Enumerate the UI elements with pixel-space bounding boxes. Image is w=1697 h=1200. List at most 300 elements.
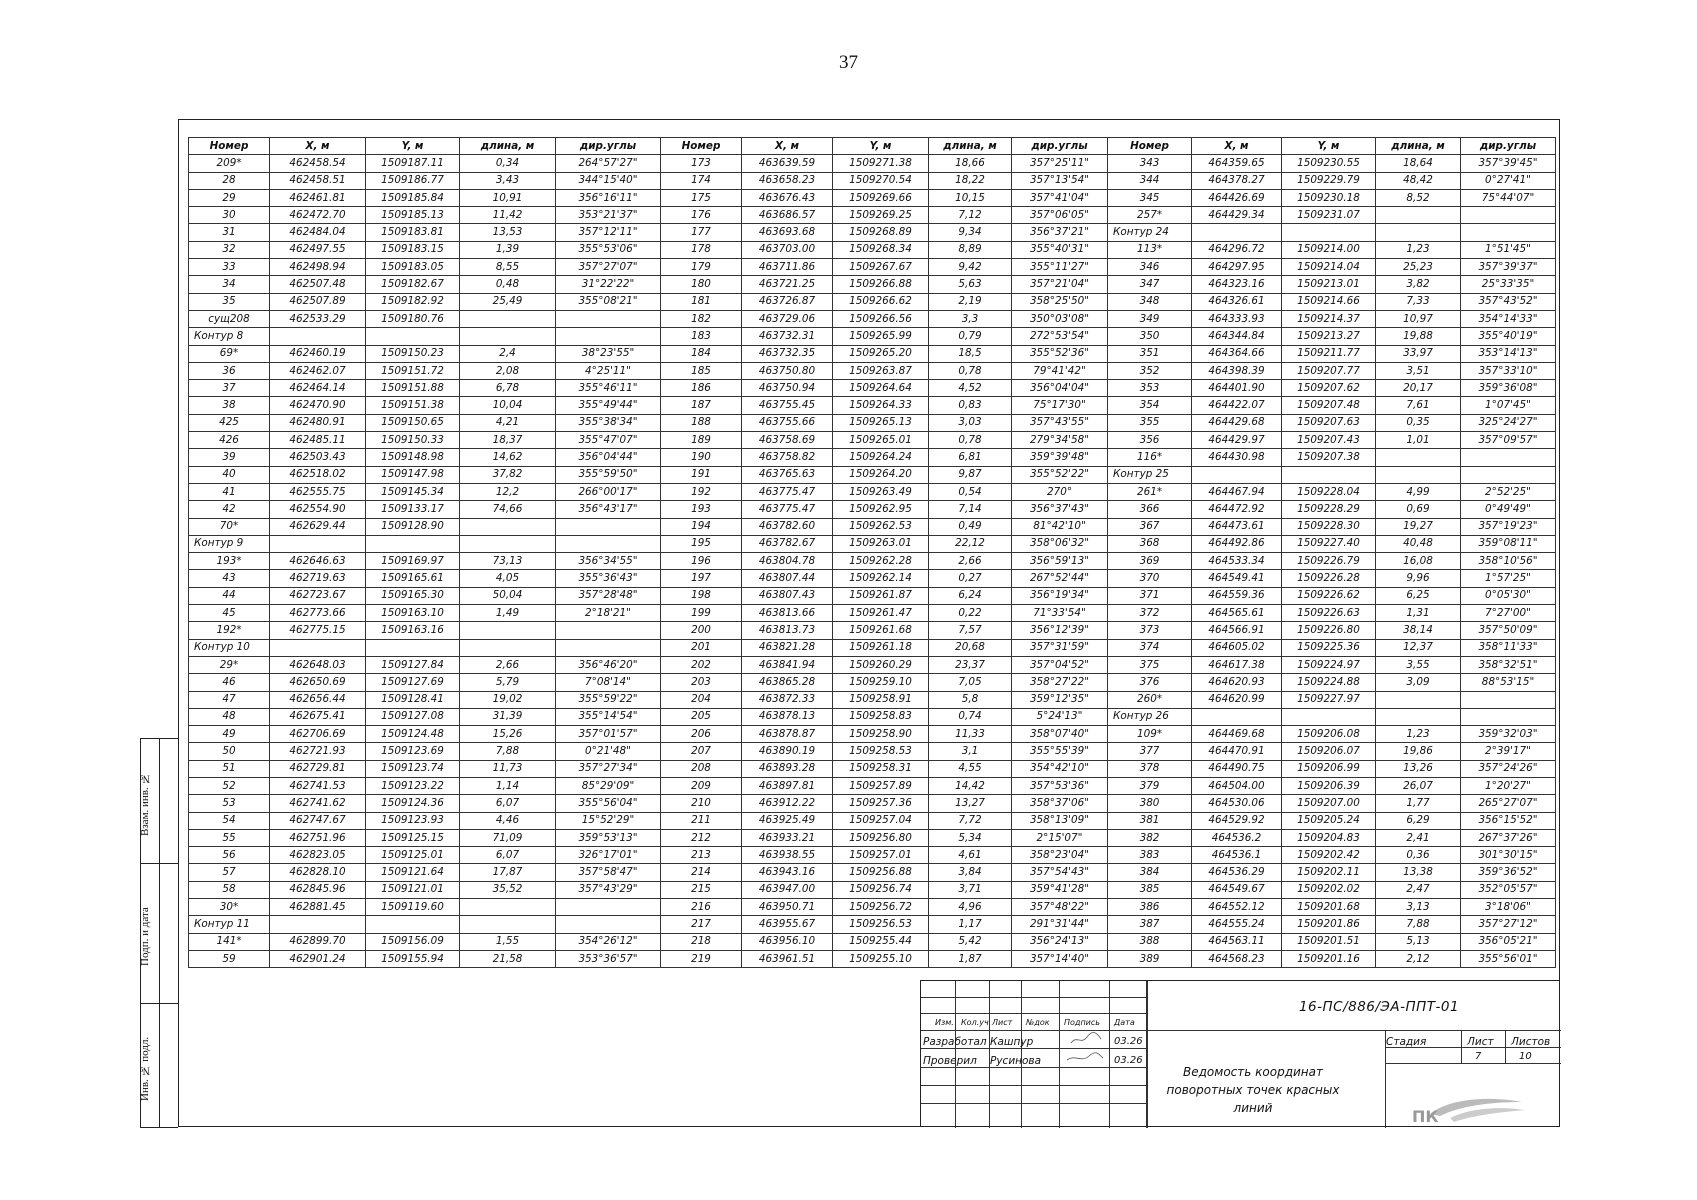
tb-sheet-number: 7 (1475, 1051, 1482, 1062)
point-number-cell: 385 (1108, 881, 1192, 898)
y-coordinate-cell: 1509165.30 (366, 587, 460, 604)
y-coordinate-cell: 1509211.77 (1282, 345, 1376, 362)
bearing-cell: 359°39'48" (1012, 449, 1108, 466)
y-coordinate-cell: 1509266.56 (833, 310, 929, 327)
table-row (189, 933, 1556, 950)
contour-label: Контур 11 (189, 916, 270, 933)
bearing-cell: 355°52'36" (1012, 345, 1108, 362)
x-coordinate-cell: 464559.36 (1192, 587, 1282, 604)
x-coordinate-cell: 464492.86 (1192, 535, 1282, 552)
length-cell: 3,84 (929, 864, 1012, 881)
table-row (189, 449, 1556, 466)
point-number-cell: 215 (661, 881, 742, 898)
x-coordinate-cell: 463807.43 (742, 587, 833, 604)
point-number-cell: 202 (661, 656, 742, 673)
x-coordinate-cell: 463732.31 (742, 328, 833, 345)
y-coordinate-cell: 1509127.84 (366, 656, 460, 673)
y-coordinate-cell: 1509261.68 (833, 622, 929, 639)
length-cell: 3,3 (929, 310, 1012, 327)
y-coordinate-cell: 1509127.69 (366, 674, 460, 691)
x-coordinate-cell: 462507.89 (270, 293, 366, 310)
point-number-cell: 199 (661, 605, 742, 622)
x-coordinate-cell: 462470.90 (270, 397, 366, 414)
bearing-cell: 355°59'50" (556, 466, 661, 483)
point-number-cell: 175 (661, 189, 742, 206)
column-header: X, м (270, 138, 366, 155)
table-cell (1282, 466, 1376, 483)
y-coordinate-cell: 1509155.94 (366, 950, 460, 967)
title-block-divider (1146, 981, 1148, 1128)
length-cell: 13,27 (929, 795, 1012, 812)
bearing-cell: 358°23'04" (1012, 847, 1108, 864)
x-coordinate-cell: 463933.21 (742, 829, 833, 846)
y-coordinate-cell: 1509124.48 (366, 726, 460, 743)
length-cell: 19,88 (1376, 328, 1461, 345)
length-cell: 21,58 (460, 950, 556, 967)
length-cell: 2,66 (929, 553, 1012, 570)
x-coordinate-cell: 464566.91 (1192, 622, 1282, 639)
table-row (189, 189, 1556, 206)
x-coordinate-cell: 462458.51 (270, 172, 366, 189)
x-coordinate-cell: 463950.71 (742, 899, 833, 916)
tb-name-developer: Кашпур (990, 1036, 1034, 1048)
length-cell: 4,46 (460, 812, 556, 829)
x-coordinate-cell: 463758.69 (742, 432, 833, 449)
length-cell: 22,12 (929, 535, 1012, 552)
length-cell: 4,55 (929, 760, 1012, 777)
table-row (189, 501, 1556, 518)
bearing-cell: 2°52'25" (1461, 483, 1556, 500)
bearing-cell: 359°08'11" (1461, 535, 1556, 552)
length-cell: 1,31 (1376, 605, 1461, 622)
point-number-cell: 381 (1108, 812, 1192, 829)
y-coordinate-cell: 1509268.34 (833, 241, 929, 258)
table-cell (270, 639, 366, 656)
point-number-cell: 387 (1108, 916, 1192, 933)
y-coordinate-cell: 1509182.92 (366, 293, 460, 310)
point-number-cell: 50 (189, 743, 270, 760)
y-coordinate-cell: 1509202.11 (1282, 864, 1376, 881)
y-coordinate-cell: 1509207.63 (1282, 414, 1376, 431)
table-cell (270, 916, 366, 933)
tb-col-list: Лист (992, 1018, 1013, 1027)
length-cell: 13,38 (1376, 864, 1461, 881)
coordinates-table (188, 137, 1556, 968)
title-block-line (1059, 981, 1060, 1128)
bearing-cell: 356°04'44" (556, 449, 661, 466)
length-cell: 0,49 (929, 518, 1012, 535)
length-cell: 10,15 (929, 189, 1012, 206)
point-number-cell: 214 (661, 864, 742, 881)
y-coordinate-cell: 1509255.44 (833, 933, 929, 950)
x-coordinate-cell: 462458.54 (270, 155, 366, 172)
column-header: Y, м (366, 138, 460, 155)
y-coordinate-cell: 1509180.76 (366, 310, 460, 327)
length-cell: 8,52 (1376, 189, 1461, 206)
y-coordinate-cell: 1509263.87 (833, 362, 929, 379)
y-coordinate-cell: 1509257.36 (833, 795, 929, 812)
bearing-cell: 356°43'17" (556, 501, 661, 518)
bearing-cell: 356°37'43" (1012, 501, 1108, 518)
bearing-cell: 31°22'22" (556, 276, 661, 293)
point-number-cell: 177 (661, 224, 742, 241)
point-number-cell: 377 (1108, 743, 1192, 760)
tb-col-izm: Изм. (935, 1018, 954, 1027)
column-header: Y, м (1282, 138, 1376, 155)
x-coordinate-cell: 463721.25 (742, 276, 833, 293)
x-coordinate-cell: 464490.75 (1192, 760, 1282, 777)
tb-sheets-label: Листов (1511, 1036, 1551, 1048)
length-cell: 5,34 (929, 829, 1012, 846)
point-number-cell: 36 (189, 362, 270, 379)
x-coordinate-cell: 464296.72 (1192, 241, 1282, 258)
point-number-cell: 34 (189, 276, 270, 293)
length-cell: 7,14 (929, 501, 1012, 518)
bearing-cell (1461, 449, 1556, 466)
table-row (189, 916, 1556, 933)
point-number-cell: 425 (189, 414, 270, 431)
y-coordinate-cell: 1509186.77 (366, 172, 460, 189)
length-cell: 1,55 (460, 933, 556, 950)
bearing-cell: 270° (1012, 483, 1108, 500)
point-number-cell: 349 (1108, 310, 1192, 327)
bearing-cell: 355°56'04" (556, 795, 661, 812)
x-coordinate-cell: 463912.22 (742, 795, 833, 812)
length-cell: 33,97 (1376, 345, 1461, 362)
point-number-cell: 32 (189, 241, 270, 258)
bearing-cell: 1°07'45" (1461, 397, 1556, 414)
x-coordinate-cell: 462721.93 (270, 743, 366, 760)
y-coordinate-cell: 1509226.63 (1282, 605, 1376, 622)
bearing-cell: 357°53'36" (1012, 777, 1108, 794)
length-cell: 0,35 (1376, 414, 1461, 431)
length-cell: 2,08 (460, 362, 556, 379)
table-row (189, 674, 1556, 691)
point-number-cell: 426 (189, 432, 270, 449)
y-coordinate-cell: 1509263.01 (833, 535, 929, 552)
x-coordinate-cell: 462675.41 (270, 708, 366, 725)
x-coordinate-cell: 462484.04 (270, 224, 366, 241)
length-cell: 0,78 (929, 432, 1012, 449)
point-number-cell: 260* (1108, 691, 1192, 708)
x-coordinate-cell: 464333.93 (1192, 310, 1282, 327)
point-number-cell: 371 (1108, 587, 1192, 604)
x-coordinate-cell: 462485.11 (270, 432, 366, 449)
bearing-cell: 356°37'21" (1012, 224, 1108, 241)
y-coordinate-cell: 1509226.79 (1282, 553, 1376, 570)
bearing-cell: 301°30'15" (1461, 847, 1556, 864)
y-coordinate-cell: 1509214.66 (1282, 293, 1376, 310)
point-number-cell: 217 (661, 916, 742, 933)
table-row (189, 691, 1556, 708)
length-cell: 8,89 (929, 241, 1012, 258)
bearing-cell: 1°20'27" (1461, 777, 1556, 794)
point-number-cell: 386 (1108, 899, 1192, 916)
tb-col-podpis: Подпись (1064, 1018, 1100, 1027)
bearing-cell: 0°21'48" (556, 743, 661, 760)
length-cell: 0,34 (460, 155, 556, 172)
table-cell (1376, 466, 1461, 483)
length-cell: 11,73 (460, 760, 556, 777)
bearing-cell: 7°27'00" (1461, 605, 1556, 622)
y-coordinate-cell: 1509224.88 (1282, 674, 1376, 691)
bearing-cell: 354°26'12" (556, 933, 661, 950)
x-coordinate-cell: 464536.1 (1192, 847, 1282, 864)
column-header: X, м (1192, 138, 1282, 155)
x-coordinate-cell: 462719.63 (270, 570, 366, 587)
bearing-cell: 358°06'32" (1012, 535, 1108, 552)
y-coordinate-cell: 1509230.55 (1282, 155, 1376, 172)
point-number-cell: 46 (189, 674, 270, 691)
table-cell (366, 639, 460, 656)
bearing-cell: 7°08'14" (556, 674, 661, 691)
y-coordinate-cell: 1509169.97 (366, 553, 460, 570)
y-coordinate-cell: 1509201.51 (1282, 933, 1376, 950)
y-coordinate-cell: 1509123.93 (366, 812, 460, 829)
x-coordinate-cell: 464529.92 (1192, 812, 1282, 829)
table-row (189, 639, 1556, 656)
length-cell: 9,87 (929, 466, 1012, 483)
table-row (189, 950, 1556, 967)
bearing-cell: 356°19'34" (1012, 587, 1108, 604)
table-row (189, 432, 1556, 449)
point-number-cell: 191 (661, 466, 742, 483)
bearing-cell: 71°33'54" (1012, 605, 1108, 622)
column-header: Номер (1108, 138, 1192, 155)
column-header: дир.углы (1012, 138, 1108, 155)
bearing-cell: 357°43'55" (1012, 414, 1108, 431)
bearing-cell: 357°24'26" (1461, 760, 1556, 777)
bearing-cell: 356°59'13" (1012, 553, 1108, 570)
point-number-cell: 346 (1108, 259, 1192, 276)
x-coordinate-cell: 464297.95 (1192, 259, 1282, 276)
y-coordinate-cell: 1509260.29 (833, 656, 929, 673)
x-coordinate-cell: 464530.06 (1192, 795, 1282, 812)
length-cell: 2,47 (1376, 881, 1461, 898)
length-cell: 2,66 (460, 656, 556, 673)
point-number-cell: 39 (189, 449, 270, 466)
point-number-cell: 109* (1108, 726, 1192, 743)
contour-label: Контур 26 (1108, 708, 1192, 725)
x-coordinate-cell: 462498.94 (270, 259, 366, 276)
point-number-cell: 29 (189, 189, 270, 206)
point-number-cell: 382 (1108, 829, 1192, 846)
bearing-cell: 357°27'12" (1461, 916, 1556, 933)
y-coordinate-cell: 1509206.39 (1282, 777, 1376, 794)
table-row (189, 155, 1556, 172)
y-coordinate-cell: 1509214.00 (1282, 241, 1376, 258)
length-cell: 19,27 (1376, 518, 1461, 535)
x-coordinate-cell: 462464.14 (270, 380, 366, 397)
point-number-cell: 183 (661, 328, 742, 345)
length-cell: 18,22 (929, 172, 1012, 189)
bearing-cell: 291°31'44" (1012, 916, 1108, 933)
length-cell (1376, 691, 1461, 708)
y-coordinate-cell: 1509182.67 (366, 276, 460, 293)
y-coordinate-cell: 1509150.65 (366, 414, 460, 431)
table-row (189, 812, 1556, 829)
bearing-cell: 2°39'17" (1461, 743, 1556, 760)
document-title: Ведомость координат поворотных точек красных линий (1166, 1065, 1340, 1115)
x-coordinate-cell: 462460.19 (270, 345, 366, 362)
x-coordinate-cell: 463775.47 (742, 483, 833, 500)
y-coordinate-cell: 1509262.95 (833, 501, 929, 518)
x-coordinate-cell: 462503.43 (270, 449, 366, 466)
y-coordinate-cell: 1509213.27 (1282, 328, 1376, 345)
point-number-cell: 345 (1108, 189, 1192, 206)
y-coordinate-cell: 1509128.90 (366, 518, 460, 535)
bearing-cell: 2°18'21" (556, 605, 661, 622)
y-coordinate-cell: 1509264.64 (833, 380, 929, 397)
point-number-cell: 189 (661, 432, 742, 449)
bearing-cell: 355°14'54" (556, 708, 661, 725)
contour-label: Контур 10 (189, 639, 270, 656)
bearing-cell: 357°21'04" (1012, 276, 1108, 293)
y-coordinate-cell: 1509259.10 (833, 674, 929, 691)
y-coordinate-cell: 1509206.99 (1282, 760, 1376, 777)
bearing-cell: 272°53'54" (1012, 328, 1108, 345)
point-number-cell: 58 (189, 881, 270, 898)
table-cell (460, 916, 556, 933)
length-cell: 25,49 (460, 293, 556, 310)
length-cell: 7,88 (460, 743, 556, 760)
x-coordinate-cell: 463955.67 (742, 916, 833, 933)
point-number-cell: 40 (189, 466, 270, 483)
length-cell: 2,12 (1376, 950, 1461, 967)
point-number-cell: 343 (1108, 155, 1192, 172)
table-row (189, 328, 1556, 345)
point-number-cell: 347 (1108, 276, 1192, 293)
table-cell (1376, 224, 1461, 241)
length-cell: 18,66 (929, 155, 1012, 172)
bearing-cell: 355°38'34" (556, 414, 661, 431)
length-cell: 35,52 (460, 881, 556, 898)
length-cell (460, 310, 556, 327)
point-number-cell: 355 (1108, 414, 1192, 431)
signature-checker (1065, 1051, 1105, 1065)
x-coordinate-cell: 463956.10 (742, 933, 833, 950)
bearing-cell: 358°13'09" (1012, 812, 1108, 829)
point-number-cell: 388 (1108, 933, 1192, 950)
y-coordinate-cell: 1509151.72 (366, 362, 460, 379)
bearing-cell: 353°36'57" (556, 950, 661, 967)
company-logo (1410, 1094, 1530, 1124)
bearing-cell: 3°18'06" (1461, 899, 1556, 916)
bearing-cell: 355°56'01" (1461, 950, 1556, 967)
table-row (189, 535, 1556, 552)
bearing-cell: 357°31'59" (1012, 639, 1108, 656)
bearing-cell: 267°37'26" (1461, 829, 1556, 846)
y-coordinate-cell: 1509256.88 (833, 864, 929, 881)
y-coordinate-cell: 1509266.88 (833, 276, 929, 293)
bearing-cell: 357°43'29" (556, 881, 661, 898)
bearing-cell: 357°54'43" (1012, 864, 1108, 881)
bearing-cell: 358°27'22" (1012, 674, 1108, 691)
table-row (189, 881, 1556, 898)
y-coordinate-cell: 1509225.36 (1282, 639, 1376, 656)
x-coordinate-cell: 463639.59 (742, 155, 833, 172)
point-number-cell: 196 (661, 553, 742, 570)
point-number-cell: 186 (661, 380, 742, 397)
table-header-row (189, 138, 1556, 155)
length-cell: 13,26 (1376, 760, 1461, 777)
x-coordinate-cell: 463925.49 (742, 812, 833, 829)
y-coordinate-cell: 1509263.49 (833, 483, 929, 500)
y-coordinate-cell: 1509133.17 (366, 501, 460, 518)
x-coordinate-cell: 463813.66 (742, 605, 833, 622)
length-cell: 3,1 (929, 743, 1012, 760)
x-coordinate-cell: 462747.67 (270, 812, 366, 829)
x-coordinate-cell: 463711.86 (742, 259, 833, 276)
table-cell (1282, 708, 1376, 725)
length-cell: 0,78 (929, 362, 1012, 379)
x-coordinate-cell: 464565.61 (1192, 605, 1282, 622)
point-number-cell: 70* (189, 518, 270, 535)
bearing-cell: 357°48'22" (1012, 899, 1108, 916)
point-number-cell: 384 (1108, 864, 1192, 881)
bearing-cell: 357°09'57" (1461, 432, 1556, 449)
point-number-cell: 212 (661, 829, 742, 846)
table-cell (556, 535, 661, 552)
length-cell: 7,61 (1376, 397, 1461, 414)
bearing-cell: 267°52'44" (1012, 570, 1108, 587)
x-coordinate-cell: 463693.68 (742, 224, 833, 241)
y-coordinate-cell: 1509202.02 (1282, 881, 1376, 898)
table-row (189, 397, 1556, 414)
y-coordinate-cell: 1509151.38 (366, 397, 460, 414)
bearing-cell: 15°52'29" (556, 812, 661, 829)
table-cell (366, 328, 460, 345)
y-coordinate-cell: 1509265.20 (833, 345, 929, 362)
title-block-line (1385, 1063, 1561, 1064)
point-number-cell: 366 (1108, 501, 1192, 518)
y-coordinate-cell: 1509207.62 (1282, 380, 1376, 397)
x-coordinate-cell: 464555.24 (1192, 916, 1282, 933)
point-number-cell: 206 (661, 726, 742, 743)
x-coordinate-cell: 464429.34 (1192, 207, 1282, 224)
stamp-label-inventory: Инв. № подл. (139, 1036, 151, 1102)
bearing-cell: 325°24'27" (1461, 414, 1556, 431)
y-coordinate-cell: 1509151.88 (366, 380, 460, 397)
y-coordinate-cell: 1509266.62 (833, 293, 929, 310)
length-cell: 0,54 (929, 483, 1012, 500)
y-coordinate-cell: 1509256.74 (833, 881, 929, 898)
y-coordinate-cell: 1509123.69 (366, 743, 460, 760)
table-row (189, 829, 1556, 846)
x-coordinate-cell: 463821.28 (742, 639, 833, 656)
bearing-cell: 354°42'10" (1012, 760, 1108, 777)
y-coordinate-cell: 1509207.43 (1282, 432, 1376, 449)
column-header: длина, м (460, 138, 556, 155)
x-coordinate-cell: 463676.43 (742, 189, 833, 206)
table-cell (1461, 466, 1556, 483)
y-coordinate-cell: 1509165.61 (366, 570, 460, 587)
bearing-cell: 350°03'08" (1012, 310, 1108, 327)
table-cell (1192, 466, 1282, 483)
table-cell (1461, 708, 1556, 725)
x-coordinate-cell: 462775.15 (270, 622, 366, 639)
logo-text: ПК (1412, 1107, 1439, 1124)
point-number-cell: 29* (189, 656, 270, 673)
x-coordinate-cell: 463878.87 (742, 726, 833, 743)
point-number-cell: 192* (189, 622, 270, 639)
bearing-cell: 357°39'45" (1461, 155, 1556, 172)
point-number-cell: 218 (661, 933, 742, 950)
length-cell: 4,96 (929, 899, 1012, 916)
length-cell: 1,49 (460, 605, 556, 622)
length-cell: 71,09 (460, 829, 556, 846)
length-cell: 3,09 (1376, 674, 1461, 691)
